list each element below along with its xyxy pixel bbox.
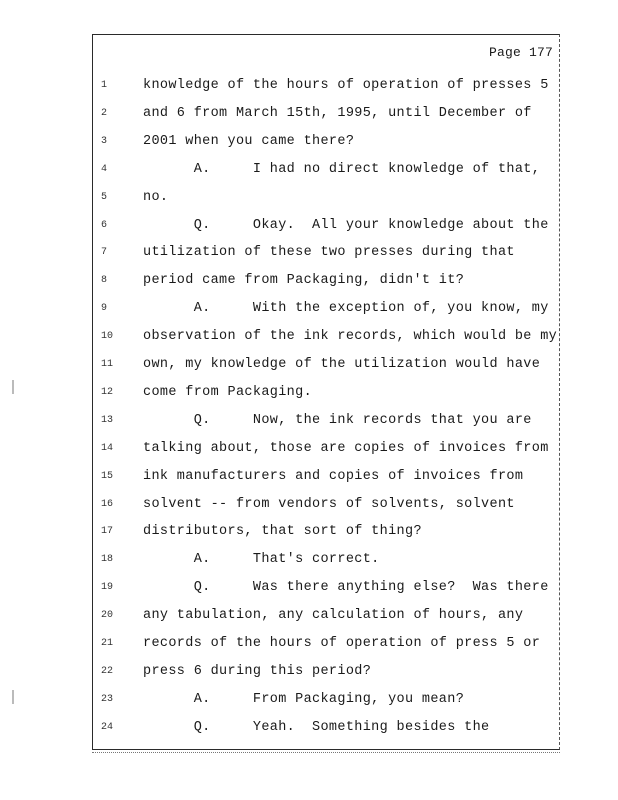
line-number: 23 (101, 693, 114, 705)
line-text: ink manufacturers and copies of invoices from (143, 468, 524, 484)
line-text: utilization of these two presses during that (143, 245, 515, 261)
line-text: A. With the exception of, you know, my (143, 301, 549, 317)
line-text: Q. Okay. All your knowledge about the (143, 217, 549, 233)
transcript-line (93, 298, 561, 320)
transcript-line (93, 661, 561, 683)
bottom-rule (92, 752, 560, 754)
transcript-line (93, 159, 561, 181)
line-text: A. I had no direct knowledge of that, (143, 161, 541, 177)
transcript-line (93, 410, 561, 432)
transcript-line (93, 270, 561, 292)
transcript-line (93, 75, 561, 97)
line-text: Q. Yeah. Something besides the (143, 719, 490, 735)
line-text: records of the hours of operation of press 5 or (143, 636, 541, 651)
line-text: distributors, that sort of thing? (143, 524, 422, 540)
line-number: 3 (101, 135, 108, 147)
line-number: 11 (101, 359, 114, 370)
line-text: observation of the ink records, which would be my (143, 329, 558, 345)
transcript-line (93, 689, 561, 711)
line-text: any tabulation, any calculation of hours, any (143, 608, 524, 624)
line-text: own, my knowledge of the utilization would have (143, 357, 541, 372)
line-text: A. From Packaging, you mean? (143, 691, 465, 707)
line-number: 22 (101, 665, 114, 677)
page-number: Page 177 (488, 45, 553, 60)
line-number: 10 (101, 331, 114, 343)
transcript-page (92, 34, 560, 750)
transcript-line (93, 605, 561, 627)
line-number: 8 (101, 275, 108, 287)
line-number: 5 (101, 191, 108, 203)
transcript-line (93, 549, 561, 571)
line-number: 6 (101, 219, 108, 231)
transcript-line (93, 354, 561, 376)
line-number: 14 (101, 442, 114, 454)
transcript-line (93, 466, 561, 488)
transcript-line (93, 577, 561, 599)
line-text: talking about, those are copies of invoices from (143, 440, 549, 456)
line-number: 1 (101, 80, 108, 91)
margin-mark (12, 690, 14, 704)
line-text: knowledge of the hours of operation of presses 5 (143, 78, 549, 93)
line-number: 17 (101, 526, 114, 538)
line-number: 15 (101, 470, 114, 482)
line-text: Q. Now, the ink records that you are (143, 412, 532, 428)
transcript-line (93, 215, 561, 237)
line-number: 12 (101, 386, 114, 398)
line-number: 9 (101, 303, 108, 315)
line-number: 20 (101, 610, 114, 622)
transcript-line (93, 187, 561, 209)
line-number: 13 (101, 414, 114, 426)
line-number: 2 (101, 107, 108, 119)
transcript-line (93, 103, 561, 125)
transcript-line (93, 494, 561, 516)
transcript-line (93, 242, 561, 264)
line-text: come from Packaging. (143, 384, 313, 400)
transcript-line (93, 633, 561, 655)
transcript-line (93, 717, 561, 739)
line-text: 2001 when you came there? (143, 133, 355, 149)
transcript-line (93, 521, 561, 543)
line-text: Q. Was there anything else? Was there (143, 580, 549, 596)
line-number: 18 (101, 554, 114, 566)
line-text: no. (143, 189, 169, 205)
line-number: 21 (101, 638, 114, 649)
line-number: 4 (101, 163, 108, 175)
line-text: press 6 during this period? (143, 663, 372, 679)
transcript-line (93, 131, 561, 153)
line-text: period came from Packaging, didn't it? (143, 273, 465, 289)
line-number: 7 (101, 247, 108, 259)
transcript-line (93, 438, 561, 460)
line-text: solvent -- from vendors of solvents, solvent (143, 496, 515, 512)
line-number: 16 (101, 498, 114, 510)
line-number: 19 (101, 582, 114, 594)
line-text: and 6 from March 15th, 1995, until December of (143, 105, 532, 121)
transcript-line (93, 326, 561, 348)
margin-mark (12, 380, 14, 394)
line-number: 24 (101, 721, 114, 733)
transcript-line (93, 382, 561, 404)
line-text: A. That's correct. (143, 552, 380, 568)
